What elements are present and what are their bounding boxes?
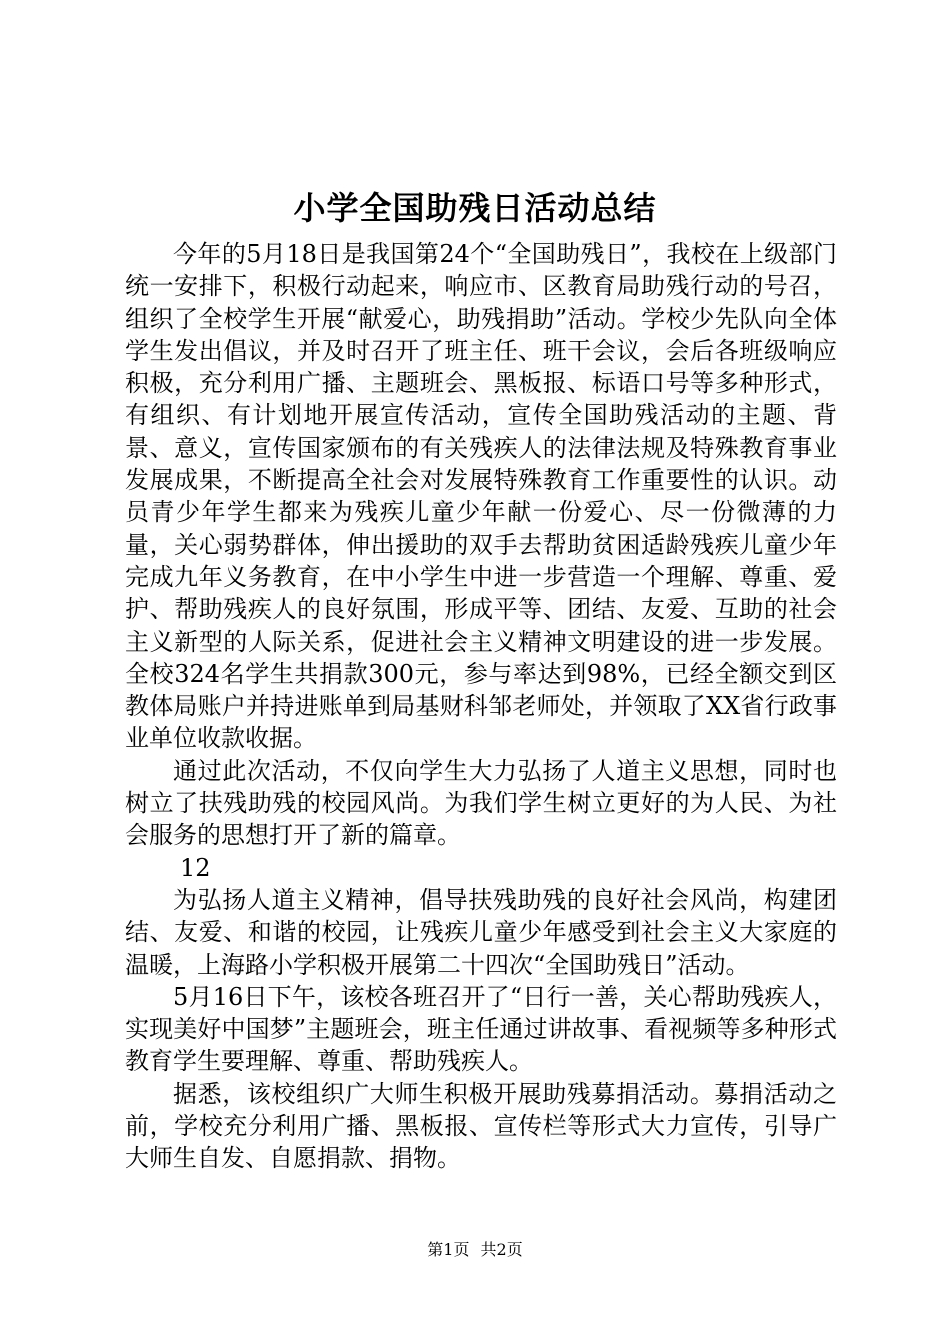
current-page-number: 第1页 — [427, 1240, 470, 1259]
document-title: 小学全国助残日活动总结 — [293, 189, 657, 227]
document-body — [125, 238, 837, 1175]
total-page-count: 共2页 — [480, 1240, 523, 1259]
paragraph-class-meeting: 5月16日下午，该校各班召开了“日行一善，关心帮助残疾人，实现美好中国梦”主题班会，班主任通过讲故事、看视频等多种形式教育学生要理解、尊重、帮助残疾人。 — [125, 982, 837, 1076]
page-footer — [0, 1240, 950, 1260]
section-number: 12 — [180, 853, 211, 882]
paragraph-donation: 据悉，该校组织广大师生积极开展助残募捐活动。募捐活动之前，学校充分利用广播、黑板报、宣传栏等形式大力宣传，引导广大师生自发、自愿捐款、捐物。 — [125, 1079, 837, 1173]
paragraph-summary: 通过此次活动，不仅向学生大力弘扬了人道主义思想，同时也树立了扶残助残的校园风尚。为我们学生树立更好的为人民、为社会服务的思想打开了新的篇章。 — [125, 756, 837, 850]
paragraph-intro: 今年的5月18日是我国第24个“全国助残日”，我校在上级部门统一安排下，积极行动起来，响应市、区教育局助残行动的号召，组织了全校学生开展“献爱心，助残捐助”活动。学校少先队向全体学生发出倡议，并及时召开了班主任、班干会议，会后各班级响应积极，充分利用广播、主题班会、黑板报、标语口号等多种形式，有组织、有计划地开展宣传活动，宣传全国助残活动的主题、背景、意义，宣传国家颁布的有关残疾人的法律法规及特殊教育事业发展成果，不断提高全社会对发展特殊教育工作重要性的认识。动员青少年学生都来为残疾儿童少年献一份爱心、尽一份微薄的力量，关心弱势群体，伸出援助的双手去帮助贫困适龄残疾儿童少年完成九年义务教育，在中小学生中进一步营造一个理解、尊重、爱护、帮助残疾人的良好氛围，形成平等、团结、友爱、互助的社会主义新型的人际关系，促进社会主义精神文明建设的进一步发展。全校324名学生共捐款300元，参与率达到98%，已经全额交到区教体局账户并持进账单到局基财科邹老师处，并领取了XX省行政事业单位收款收据。 — [125, 240, 837, 753]
paragraph-purpose: 为弘扬人道主义精神，倡导扶残助残的良好社会风尚，构建团结、友爱、和谐的校园，让残疾儿童少年感受到社会主义大家庭的温暖，上海路小学积极开展第二十四次“全国助残日”活动。 — [125, 885, 837, 979]
